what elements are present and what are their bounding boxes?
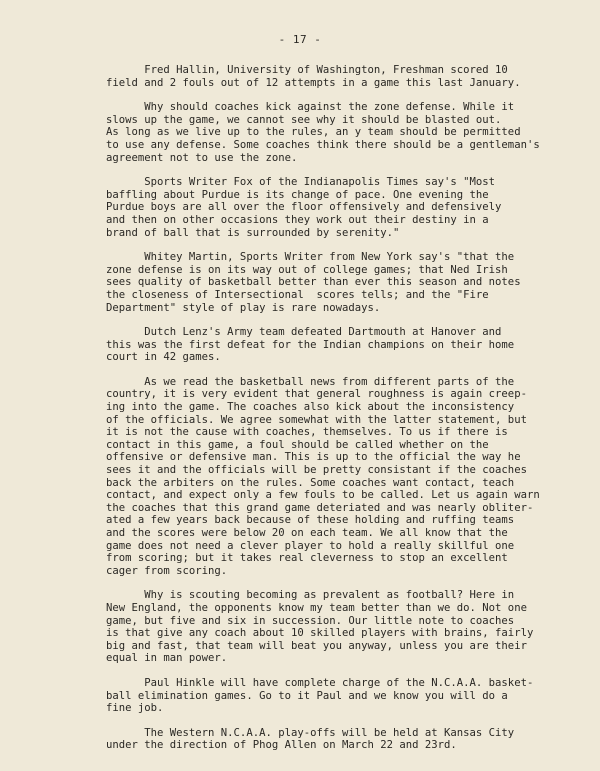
text-line: court in 42 games. [106,351,221,364]
paragraph [106,326,542,364]
text-line: game, but five and six in succession. Our little note to coaches [106,614,515,627]
text-line: equal in man power. [106,652,228,665]
paragraph-gap [106,239,542,251]
text-line: field and 2 fouls out of 12 attempts in a game this last January. [106,76,521,89]
text-line: and the scores were below 20 on each team. We all know that the [106,527,508,539]
paragraph [106,64,542,89]
paragraph-gap [106,164,542,176]
text-line: big and fast, that team will beat you anyway, unless you are their [106,639,527,652]
text-line: game does not need a clever player to hold a really skillful one [106,539,515,552]
paragraph-gap [106,364,542,376]
text-line: agreement not to use the zone. [106,151,298,164]
text-line: contact in this game, a foul should be called whether on the [106,438,489,451]
text-line: slows up the game, we cannot see why it should be blasted out. [106,113,502,126]
paragraph [106,251,542,314]
text-line: Purdue boys are all over the floor offensively and defensively [106,201,502,214]
text-line: is that give any coach about 10 skilled players with brains, fairly [106,627,534,640]
text-line: the coaches that this grand game deteriated and was nearly obliter- [106,501,534,514]
text-line: Fred Hallin, University of Washington, Freshman scored 10 [106,64,508,76]
text-line: sees it and the officials will be pretty consistant if the coaches [106,464,527,477]
paragraph [106,176,542,239]
text-line: New England, the opponents know my team better than we do. Not one [106,601,527,614]
paragraph-gap [106,715,542,727]
paragraph [106,727,542,752]
page-number: - 17 - [278,33,322,46]
text-line: fine job. [106,702,164,715]
paragraph [106,376,542,578]
text-line: cager from scoring. [106,564,228,577]
text-line: offensive or defensive man. This is up to the official the way he [106,451,521,464]
text-line: it is not the cause with coaches, themselves. To us if there is [106,426,508,439]
text-line: As long as we live up to the rules, an y team should be permitted [106,126,521,139]
text-line: The Western N.C.A.A. play-offs will be held at Kansas City [106,726,515,739]
paragraph-gap [106,665,542,677]
text-line: to use any defense. Some coaches think there should be a gentleman's [106,138,540,151]
text-line: Why should coaches kick against the zone defense. While it [106,101,515,114]
text-line: Department" style of play is rare nowadays. [106,301,381,314]
text-line: ated a few years back because of these holding and ruffing teams [106,514,515,527]
text-line: zone defense is on its way out of college games; that Ned Irish [106,263,508,276]
text-line: back the arbiters on the rules. Some coaches want contact, teach [106,476,515,489]
text-line: Whitey Martin, Sports Writer from New York say's "that the [106,251,515,264]
paragraph [106,589,542,665]
text-line: under the direction of Phog Allen on March 22 and 23rd. [106,739,457,752]
text-line: Paul Hinkle will have complete charge of the N.C.A.A. basket- [106,676,534,689]
text-line: ball elimination games. Go to it Paul and we know you will do a [106,689,508,702]
text-line: and then on other occasions they work out their destiny in a [106,213,489,226]
text-line: the closeness of Intersectional scores tells; and the "Fire [106,288,489,301]
text-line: ing into the game. The coaches also kick about the inconsistency [106,401,515,414]
text-line: contact, and expect only a few fouls to be called. Let us again warn [106,489,540,502]
text-line: sees quality of basketball better than ever this season and notes [106,276,521,289]
text-line: Dutch Lenz's Army team defeated Dartmouth at Hanover and [106,326,502,339]
text-line: from scoring; but it takes real cleverness to stop an excellent [106,552,508,565]
text-line: of the officials. We agree somewhat with the latter statement, but [106,413,527,426]
paragraph [106,677,542,715]
text-line: baffling about Purdue is its change of pace. One evening the [106,188,489,201]
text-line: Why is scouting becoming as prevalent as football? Here in [106,589,515,602]
text-line: country, it is very evident that general roughness is again creep- [106,388,527,401]
paragraph-gap [106,577,542,589]
text-line: Sports Writer Fox of the Indianapolis Times say's "Most [106,176,496,189]
text-line: As we read the basketball news from different parts of the [106,375,515,388]
paragraph [106,101,542,164]
paragraph-gap [106,314,542,326]
paragraph-gap [106,89,542,101]
text-line: this was the first defeat for the Indian champions on their home [106,338,515,351]
text-line: brand of ball that is surrounded by serenity." [106,226,400,239]
page-body [106,64,542,752]
